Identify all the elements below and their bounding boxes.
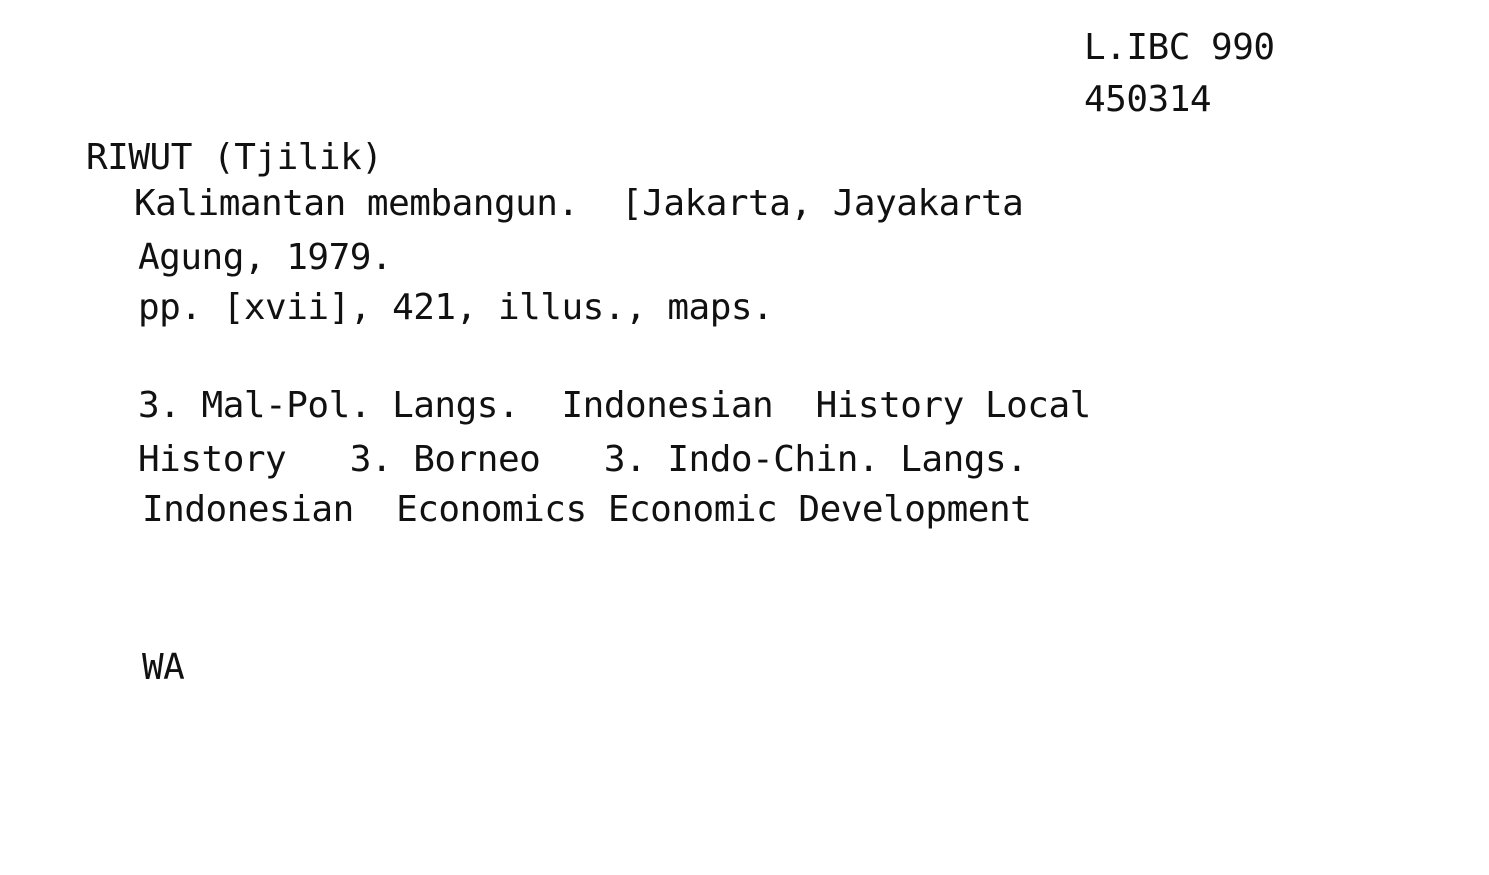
shelfmark-class: L.IBC 990 xyxy=(1084,27,1275,68)
location-code: WA xyxy=(142,647,185,688)
subject-line-3: Indonesian Economics Economic Development xyxy=(142,489,1032,530)
subject-line-2: History 3. Borneo 3. Indo-Chin. Langs. xyxy=(138,439,1028,480)
author-heading: RIWUT (Tjilik) xyxy=(86,137,383,178)
subject-line-1: 3. Mal-Pol. Langs. Indonesian History Local xyxy=(138,385,1091,426)
shelfmark xyxy=(1084,27,1275,134)
shelfmark-number: 450314 xyxy=(1084,79,1212,120)
collation-line: pp. [xvii], 421, illus., maps. xyxy=(138,287,774,328)
imprint-line: Agung, 1979. xyxy=(138,237,393,278)
title-line: Kalimantan membangun. [Jakarta, Jayakarta xyxy=(134,183,1024,224)
